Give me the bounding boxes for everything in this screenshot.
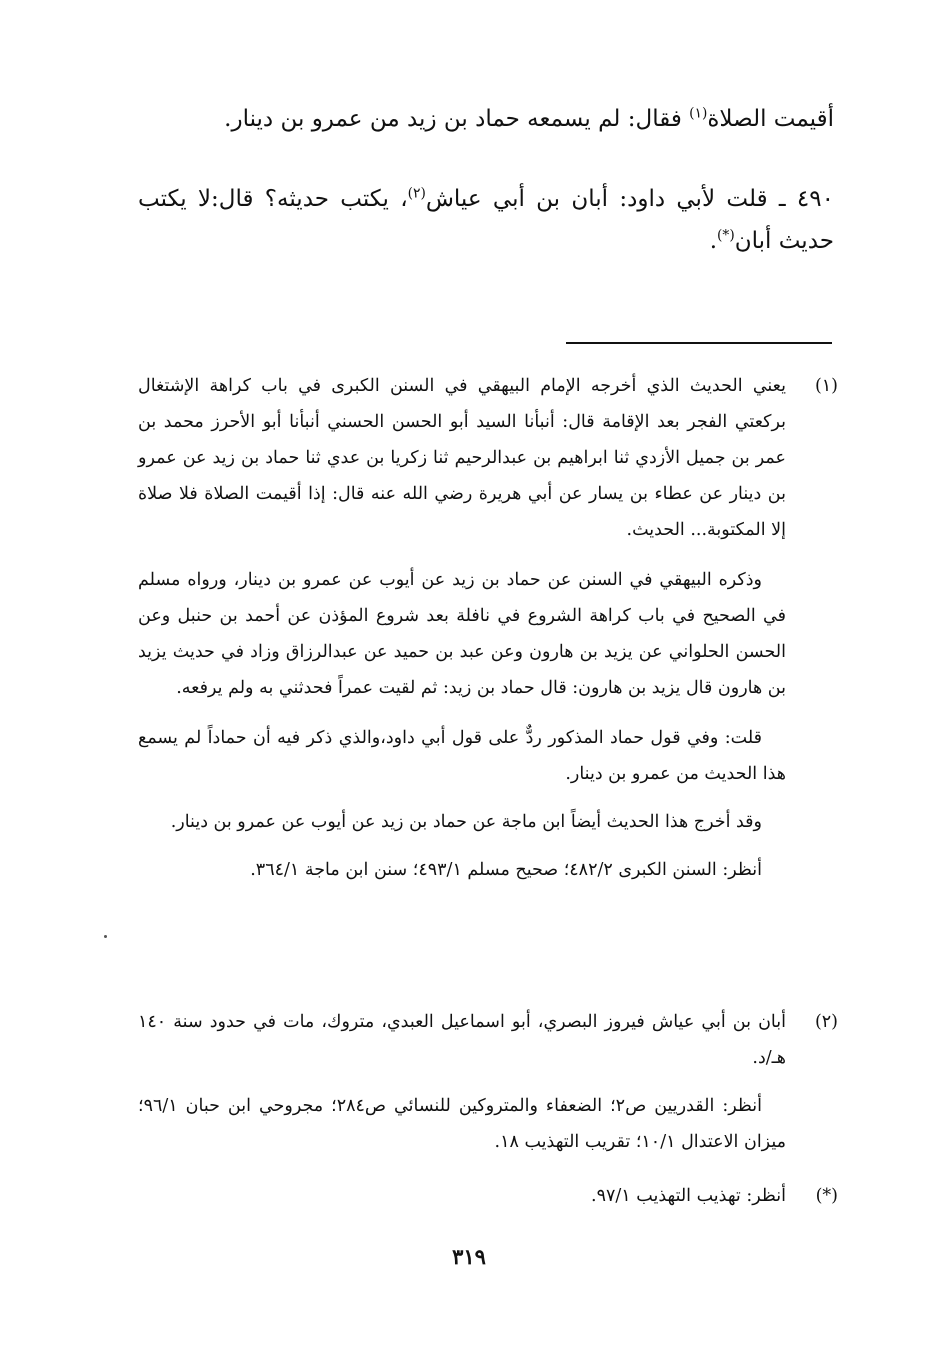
footnote-paragraph: يعني الحديث الذي أخرجه الإمام البيهقي في السنن الكبرى في باب كراهة الإشتغال بركعتي الفجر بعد الإقامة قال: أنبأنا السيد أبو الحسن الحسني أنبأنا أبو الأحرز محمد بن عمر بن جميل الأزدي ثنا ابراهيم بن عبدالرحيم ثنا زكريا بن عدي ثنا حماد بن زيد عن عمرو بن دينار عن عطاء بن يسار عن أبي هريرة رضي الله عنه قال: إذا أقيمت الصلاة فلا صلاة إلا المكتوبة... الحديث. (138, 376, 786, 540)
main-text-after-ref: فقال: لم يسمعه حماد بن زيد من عمرو بن دينار. (224, 106, 690, 132)
footnote-number: (١) (814, 376, 838, 396)
footnote-paragraph: أنظر: القدريين ص٢؛ الضعفاء والمتروكين للنسائي ص٢٨٤؛ مجروحي ابن حبان ٩٦/١؛ ميزان الاعتدال ١٠/١؛ تقريب التهذيب ١٨. (138, 1096, 786, 1152)
footnote-separator (566, 342, 832, 344)
entry-text-part1: قلت لأبي داود: أبان بن أبي عياش (425, 186, 768, 212)
footnote-ref-2: (٢) (407, 185, 426, 202)
footnote-paragraph: وقد أخرج هذا الحديث أيضاً ابن ماجة عن حماد بن زيد عن أيوب عن عمرو بن دينار. (170, 812, 762, 832)
footnote-paragraph: أنظر: تهذيب التهذيب ٩٧/١. (591, 1186, 786, 1206)
footnote-number: (٢) (814, 1012, 838, 1032)
page-number: ٣١٩ (452, 1244, 486, 1269)
footnote-body (138, 1004, 786, 1160)
footnote-body (138, 368, 786, 888)
entry-dash: ـ (767, 186, 797, 212)
entry-number: ٤٩٠ (796, 186, 834, 212)
footnote-1 (138, 368, 838, 888)
footnote-number: (*) (815, 1186, 838, 1206)
footnote-paragraph: وذكره البيهقي في السنن عن حماد بن زيد عن أيوب عن عمرو بن دينار، ورواه مسلم في الصحيح في باب كراهة الشروع في نافلة بعد شروع المؤذن عن أحمد بن حنبل وعن الحسن الحلواني عن يزيد بن هارون وعن عبد بن حميد عن عبدالرزاق وزاد في حديث يزيد بن هارون قال يزيد بن هارون: قال حماد بن زيد: ثم لقيت عمراً فحدثني به ولم يرفعه. (138, 570, 786, 698)
main-text-line (138, 98, 834, 140)
footnote-body (138, 1178, 786, 1214)
scan-speck (104, 935, 107, 938)
main-text-before-ref: أقيمت الصلاة (707, 106, 834, 132)
footnote-2 (138, 1004, 838, 1160)
footnote-paragraph: أبان بن أبي عياش فيروز البصري، أبو اسماعيل العبدي، متروك، مات في حدود سنة ١٤٠ هـ/د. (138, 1012, 786, 1068)
footnote-paragraph: قلت: وفي قول حماد المذكور ردٌّ على قول أبي داود،والذي ذكر فيه أن حماداً لم يسمع هذا الحديث من عمرو بن دينار. (138, 728, 786, 784)
entry-text-part2: ، يكتب حديثه؟ قال:لا يكتب حديث أبان (138, 186, 834, 254)
entry-text-part3: . (709, 228, 718, 254)
footnote-paragraph: أنظر: السنن الكبرى ٤٨٢/٢؛ صحيح مسلم ٤٩٣/١؛ سنن ابن ماجة ٣٦٤/١. (250, 860, 762, 880)
footnote-ref-star: (*) (717, 227, 735, 244)
footnote-ref-1: (١) (689, 105, 708, 122)
footnote-star (138, 1178, 838, 1214)
entry-490 (138, 178, 834, 262)
